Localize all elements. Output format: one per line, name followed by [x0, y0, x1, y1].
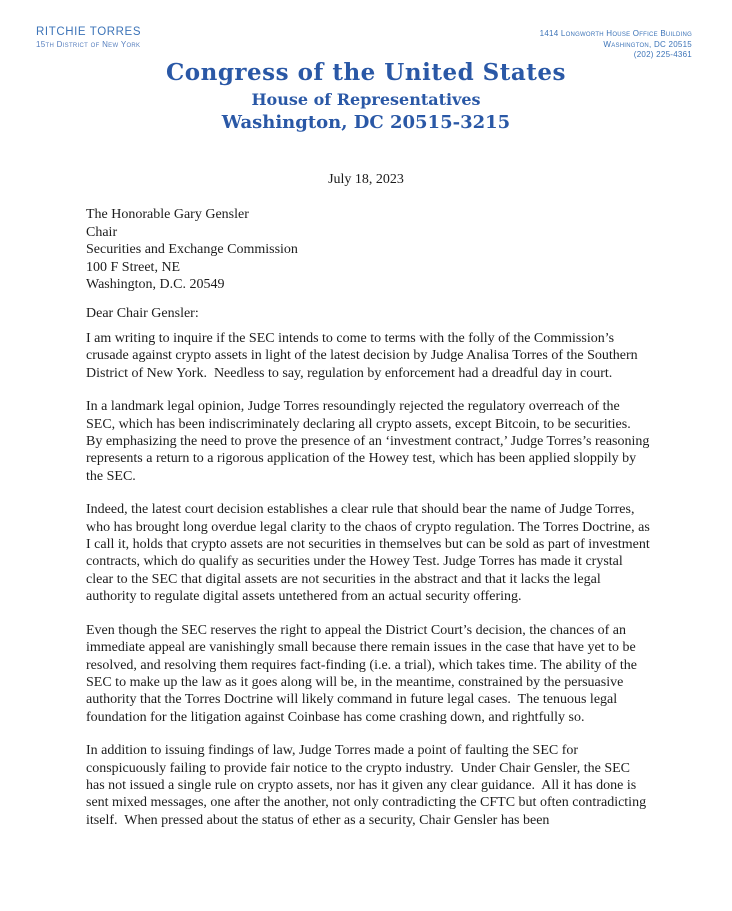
body-paragraph-5: In addition to issuing findings of law, Judge Torres made a point of faulting the SEC for conspicuously failing to provide fair notice to the crypto industry. Under Chair Gensler, the SEC has not issued a single rule on crypto assets, nor has it given any clear guidance. All it has done is sent mixed messages, one after the another, not only contradicting the CFTC but often contradicting itself. When pressed about the status of ether as a security, Chair Gensler has been	[86, 743, 650, 828]
office-phone: (202) 225-4361	[633, 50, 692, 59]
body-paragraph-1: I am writing to inquire if the SEC intends to come to terms with the folly of the Commission’s crusade against crypto assets in light of the latest decision by Judge Analisa Torres of the Southern District of New York. Needless to say, regulation by enforcement had a dreadful day in court.	[86, 331, 642, 381]
office-address-line2: Washington, DC 20515	[603, 39, 692, 49]
letter-date: July 18, 2023	[328, 172, 404, 187]
member-block	[36, 26, 141, 50]
body-paragraph-4: Even though the SEC reserves the right to appeal the District Court’s decision, the chances of an immediate appeal are vanishingly small because there remain issues in the case that have yet to be resolved, and resolving them requires fact-finding (i.e. a trial), which takes time. The ability of the SEC to make up the law as it goes along will be, in the meantime, constrained by the persuasive authority that the Torres Doctrine will likely command in future legal cases. The tenuous legal foundation for the litigation against Coinbase has come crashing down, and rightfully so.	[86, 622, 641, 725]
member-name: RITCHIE TORRES	[36, 26, 142, 38]
recipient-title: Chair	[86, 224, 118, 240]
body-paragraph-3: Indeed, the latest court decision establishes a clear rule that should bear the name of Judge Torres, who has brought long overdue legal clarity to the chaos of crypto regulation. The Torres Doctrine, as I call it, holds that crypto assets are not securities in themselves but can be sold as part of investment contracts, which do qualify as securities under the Howey Test. Judge Torres has made it crystal clear to the SEC that digital assets are not securities in the abstract and that it lacks the legal authority to regulate digital assets untethered from an actual security offering.	[86, 502, 654, 605]
recipient-street: 100 F Street, NE	[86, 259, 181, 275]
masthead-congress-line: Congress of the United States	[165, 59, 567, 86]
recipient-address-block	[86, 206, 298, 294]
letter-body	[86, 330, 652, 845]
office-address-line1: 1414 Longworth House Office Building	[539, 29, 692, 38]
recipient-organization: Securities and Exchange Commission	[86, 242, 298, 257]
masthead-house-line: House of Representatives	[251, 90, 481, 109]
office-address-block	[540, 29, 692, 61]
congress-masthead	[0, 58, 732, 135]
masthead-city-line: Washington, DC 20515-3215	[221, 112, 511, 133]
body-paragraph-2: In a landmark legal opinion, Judge Torres resoundingly rejected the regulatory overreach of the SEC, which has been indiscriminately declaring all crypto assets, except Bitcoin, to be securities. By emphasizing the need to prove the presence of an ‘investment contract,’ Judge Torres’s reasoning represents a return to a rigorous application of the Howey test, which has been applied sloppily by the SEC.	[86, 399, 653, 484]
recipient-name: The Honorable Gary Gensler	[86, 207, 249, 222]
recipient-city: Washington, D.C. 20549	[86, 277, 225, 292]
salutation: Dear Chair Gensler:	[86, 306, 199, 321]
member-district: 15th District of New York	[36, 40, 141, 49]
